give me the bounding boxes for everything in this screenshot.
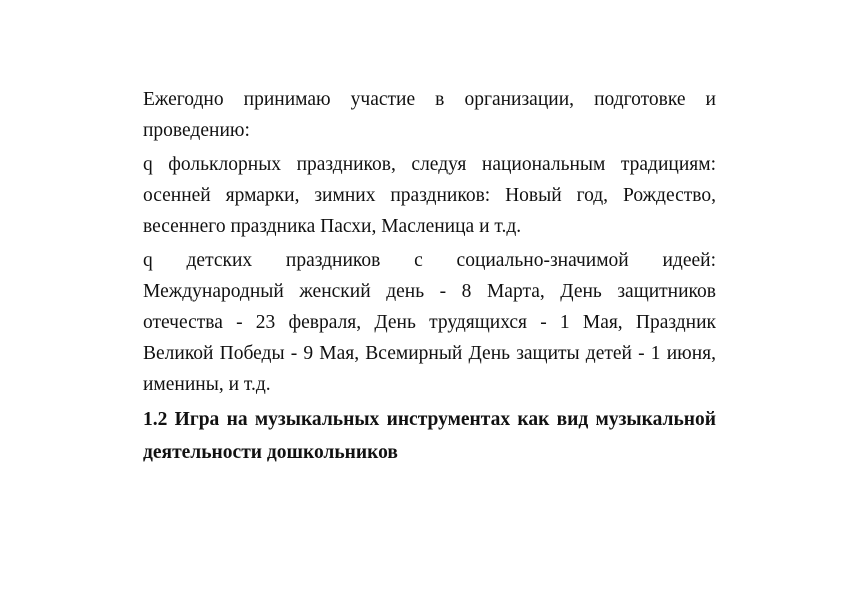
bullet-item-children-holidays bbox=[143, 245, 716, 400]
intro-paragraph: Ежегодно принимаю участие в организации, подготовке и проведению: bbox=[143, 89, 716, 141]
bullet-text: фольклорных праздников, следуя национальным традициям: осенней ярмарки, зимних праздников: Новый год, Рождество, весеннего праздника Пасхи, Масленица и т.д. bbox=[143, 154, 717, 237]
document-content bbox=[143, 84, 716, 469]
section-heading: 1.2 Игра на музыкальных инструментах как вид музыкальной деятельности дошкольников bbox=[143, 409, 716, 463]
bullet-marker: q bbox=[143, 154, 153, 175]
bullet-text: детских праздников с социально-значимой идеей: Международный женский день - 8 Марта, День защитников отечества - 23 февраля, День трудящихся - 1 Мая, Праздник Великой Победы - 9 Мая, Всемирный День защиты детей - 1 июня, именины, и т.д. bbox=[143, 250, 717, 395]
bullet-marker: q bbox=[143, 250, 153, 271]
bullet-item-folk-holidays bbox=[143, 149, 716, 242]
